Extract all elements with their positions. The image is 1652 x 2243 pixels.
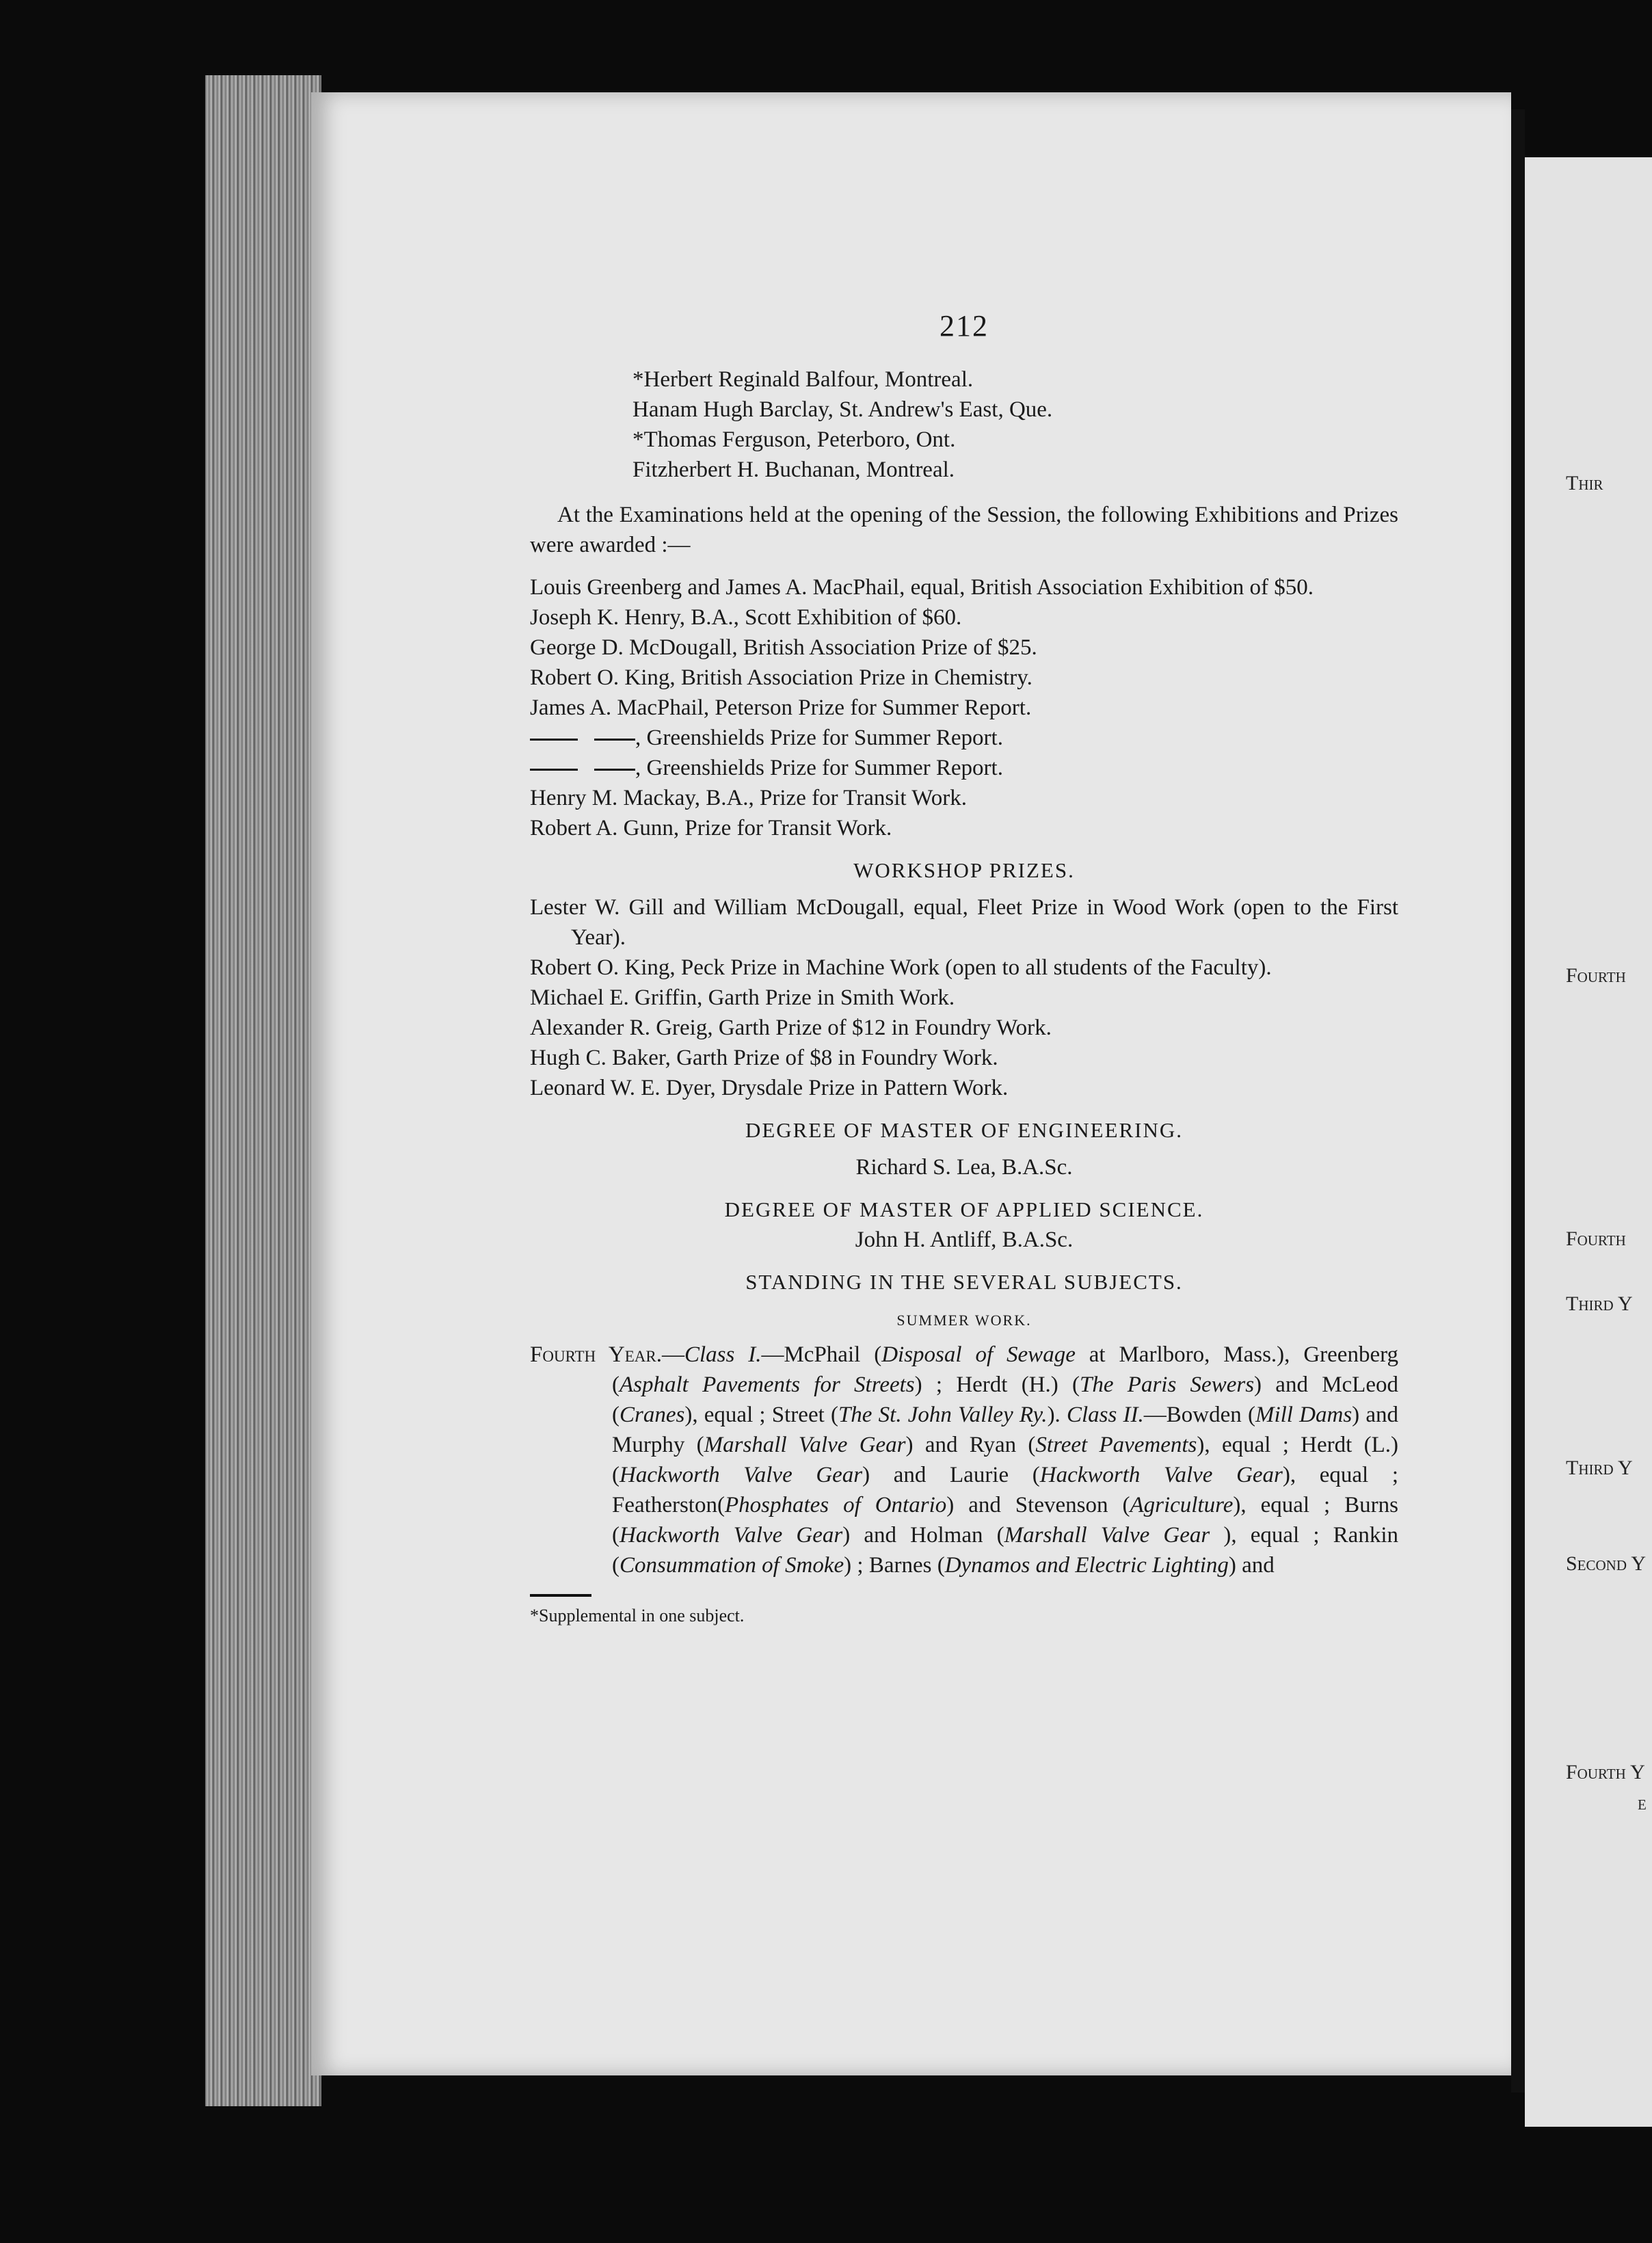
workshop-entry: Michael E. Griffin, Garth Prize in Smith Work.	[530, 985, 955, 1010]
footnote: *Supplemental in one subject.	[530, 1606, 745, 1625]
graduate-name: *Thomas Ferguson, Peterboro, Ont.	[632, 427, 956, 452]
ditto-dash	[530, 739, 578, 741]
adjacent-page-fragment: Fourth Y	[1566, 1761, 1645, 1783]
adjacent-page-fragment: Third Y	[1566, 1292, 1633, 1315]
book-page-edges	[205, 75, 321, 2106]
intro-paragraph: At the Examinations held at the opening of the Session, the following Exhibitions and Prizes were awarded :—	[530, 503, 1398, 557]
award-entry: Louis Greenberg and James A. MacPhail, equal, British Association Exhibition of $50.	[530, 575, 1314, 600]
workshop-heading: WORKSHOP PRIZES.	[853, 858, 1075, 882]
adjacent-page-fragment: Second Y	[1566, 1552, 1647, 1575]
summer-work-heading: SUMMER WORK.	[896, 1312, 1032, 1329]
workshop-entry: Alexander R. Greig, Garth Prize of $12 in Foundry Work.	[530, 1016, 1052, 1040]
award-entry-ditto: , Greenshields Prize for Summer Report.	[530, 753, 1398, 783]
award-entry: Robert O. King, British Association Prize in Chemistry.	[530, 665, 1032, 690]
award-entry: James A. MacPhail, Peterson Prize for Summer Report.	[530, 695, 1032, 720]
masc-heading: DEGREE OF MASTER OF APPLIED SCIENCE.	[724, 1197, 1204, 1221]
award-entry: Joseph K. Henry, B.A., Scott Exhibition of $60.	[530, 605, 962, 630]
page-number: 212	[940, 309, 989, 343]
ditto-dash	[530, 769, 578, 771]
adjacent-page-fragment: Fourth	[1566, 964, 1626, 987]
adjacent-page	[1525, 157, 1652, 2127]
workshop-entry: Lester W. Gill and William McDougall, equal, Fleet Prize in Wood Work (open to the First Year).	[530, 895, 1398, 950]
awards-list	[530, 572, 1398, 843]
ditto-dash	[594, 739, 635, 741]
meng-recipient: Richard S. Lea, B.A.Sc.	[855, 1155, 1073, 1180]
graduate-name: Fitzherbert H. Buchanan, Montreal.	[632, 457, 955, 482]
award-entry: Robert A. Gunn, Prize for Transit Work.	[530, 816, 892, 840]
workshop-entry: Hugh C. Baker, Garth Prize of $8 in Foundry Work.	[530, 1046, 998, 1070]
meng-heading: DEGREE OF MASTER OF ENGINEERING.	[745, 1118, 1184, 1142]
award-entry: George D. McDougall, British Association Prize of $25.	[530, 635, 1037, 660]
workshop-entry: Leonard W. E. Dyer, Drysdale Prize in Pattern Work.	[530, 1076, 1009, 1100]
footnote-rule	[530, 1594, 591, 1597]
workshop-entry: Robert O. King, Peck Prize in Machine Work (open to all students of the Faculty).	[530, 955, 1272, 980]
standing-heading: STANDING IN THE SEVERAL SUBJECTS.	[745, 1270, 1183, 1294]
award-entry: Henry M. Mackay, B.A., Prize for Transit Work.	[530, 786, 967, 810]
adjacent-page-fragment: e	[1638, 1792, 1647, 1814]
graduate-name: Hanam Hugh Barclay, St. Andrew's East, Que.	[632, 397, 1053, 422]
book-gutter	[1511, 109, 1525, 2093]
award-entry-ditto: , Greenshields Prize for Summer Report.	[530, 723, 1398, 753]
masc-recipient: John H. Antliff, B.A.Sc.	[855, 1227, 1074, 1252]
workshop-list	[530, 892, 1398, 1103]
summer-work-paragraph: Fourth Year.—Class I.—McPhail (Disposal of Sewage at Marlboro, Mass.), Greenberg (Asphalt Pavements for Streets) ; Herdt (H.) (The Paris Sewers) and McLeod (Cranes), equal ; Street (The St. John Valley Ry.). Class II.—Bowden (Mill Dams) and Murphy (Marshall Valve Gear) and Ryan (Street Pavements), equal ; Herdt (L.) (Hackworth Valve Gear) and Laurie (Hackworth Valve Gear), equal ; Featherston(Phosphates of Ontario) and Stevenson (Agriculture), equal ; Burns (Hackworth Valve Gear) and Holman (Marshall Valve Gear ), equal ; Rankin (Consummation of Smoke) ; Barnes (Dynamos and Electric Lighting) and	[530, 1342, 1399, 1578]
graduate-name: *Herbert Reginald Balfour, Montreal.	[632, 367, 974, 392]
adjacent-page-fragment: Fourth	[1566, 1227, 1626, 1250]
year-label: Fourth Year.	[530, 1342, 662, 1367]
page-text	[530, 311, 1398, 1631]
adjacent-page-fragment: Third Y	[1566, 1457, 1633, 1479]
graduate-list	[530, 364, 1398, 485]
adjacent-page-fragment: Thir	[1566, 472, 1603, 494]
ditto-dash	[594, 769, 635, 771]
